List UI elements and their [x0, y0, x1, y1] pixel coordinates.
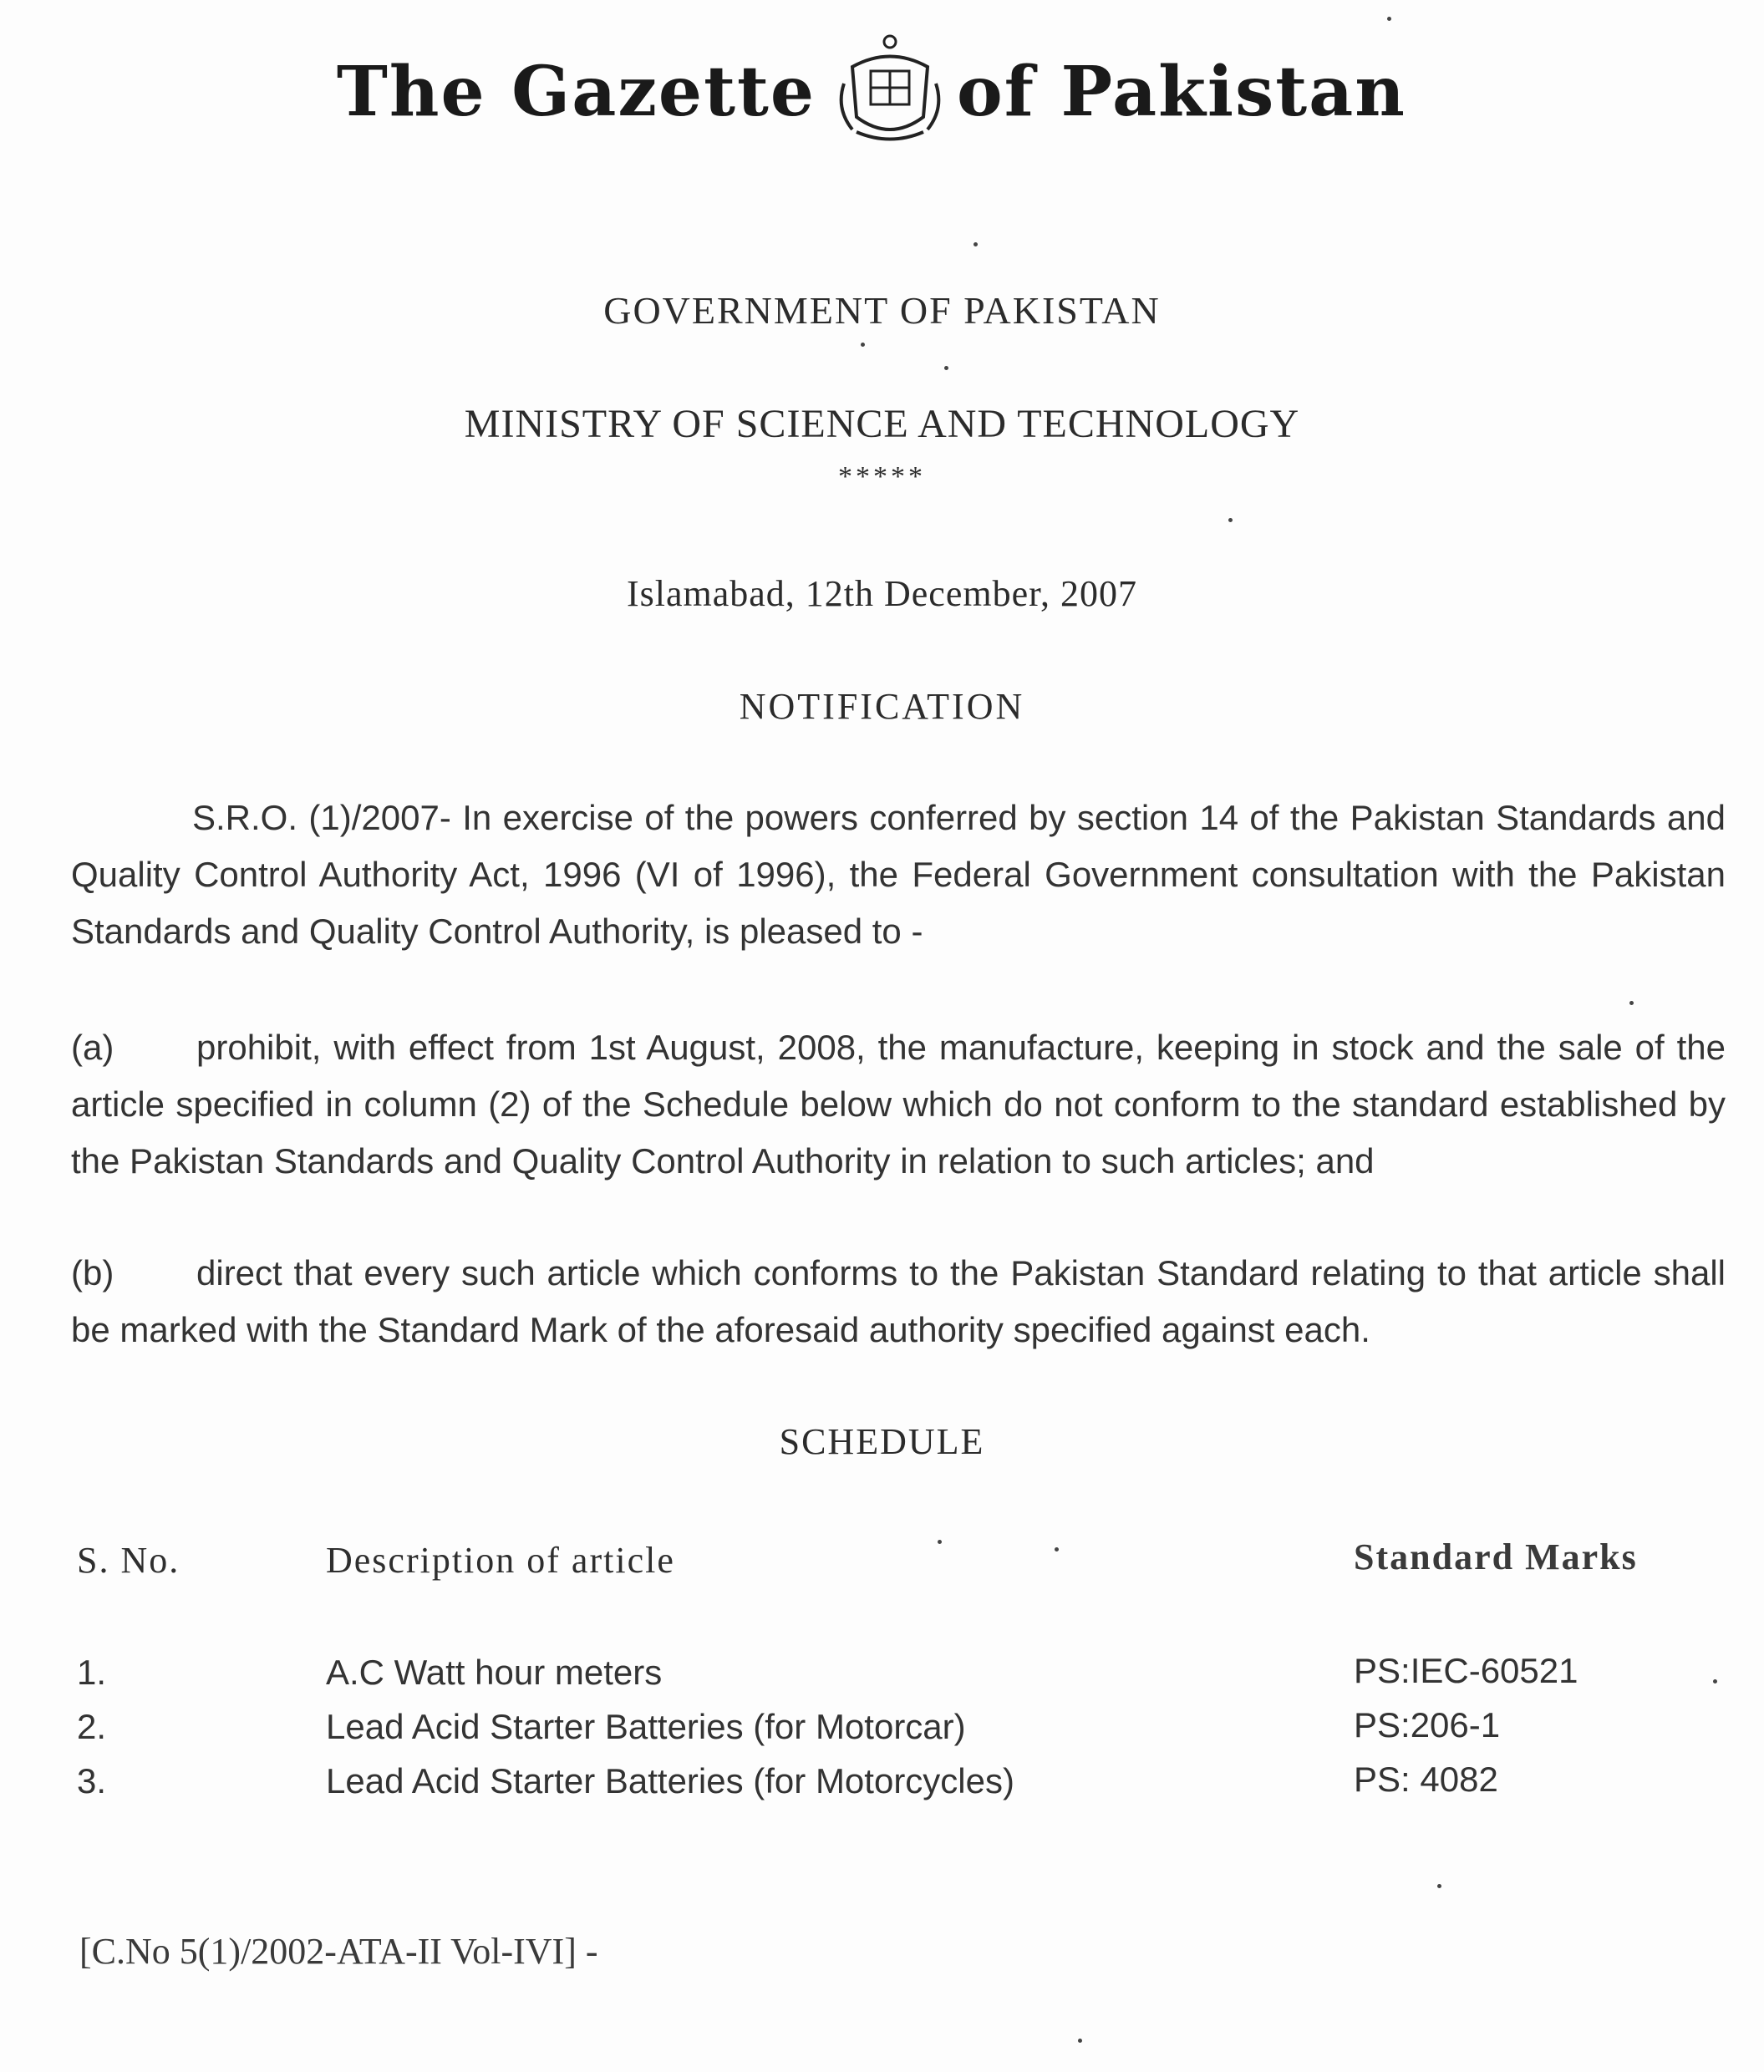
header-description: Description of article: [326, 1540, 675, 1581]
scan-speck: [1437, 1884, 1441, 1888]
row-2-mark: PS:206-1: [1354, 1705, 1501, 1744]
scan-speck: [1228, 518, 1233, 522]
government-heading: GOVERNMENT OF PAKISTAN: [603, 289, 1161, 332]
state-emblem-icon: [836, 33, 944, 150]
scan-speck: [974, 242, 978, 246]
gazette-masthead: [0, 33, 1764, 167]
row-2-description: Lead Acid Starter Batteries (for Motorcar): [326, 1707, 966, 1746]
ministry-heading: MINISTRY OF SCIENCE AND TECHNOLOGY: [464, 402, 1300, 446]
header-standard-marks: Standard Marks: [1354, 1536, 1638, 1577]
clause-b-marker: (b): [71, 1253, 114, 1292]
row-3-mark: PS: 4082: [1354, 1760, 1498, 1799]
scan-speck: [1629, 1001, 1634, 1005]
row-1-mark: PS:IEC-60521: [1354, 1651, 1578, 1690]
row-1-sno: 1.: [77, 1653, 107, 1692]
row-3-sno: 3.: [77, 1761, 107, 1800]
scan-speck: [1055, 1547, 1059, 1551]
file-reference: [C.No 5(1)/2002-ATA-II Vol-IVI] -: [79, 1931, 598, 1972]
row-1-description: A.C Watt hour meters: [326, 1653, 663, 1692]
scan-speck: [938, 1540, 942, 1544]
schedule-title: SCHEDULE: [779, 1421, 985, 1462]
row-3-description: Lead Acid Starter Batteries (for Motorcycles): [326, 1761, 1014, 1800]
scan-speck: [861, 343, 865, 347]
clause-a: [71, 1019, 1726, 1190]
dateline: Islamabad, 12th December, 2007: [626, 573, 1138, 614]
header-sno: S. No.: [77, 1540, 180, 1581]
clause-a-marker: (a): [71, 1028, 114, 1067]
masthead-right-text: of Pakistan: [957, 52, 1406, 132]
separator-stars: *****: [838, 461, 926, 492]
scan-speck: [1078, 2039, 1082, 2043]
masthead-left-text: The Gazette: [336, 52, 816, 132]
scan-speck: [944, 366, 948, 370]
scan-speck: [1713, 1679, 1717, 1684]
clause-a-text: prohibit, with effect from 1st August, 2008, the manufacture, keeping in stock and the sale of the article specified in column (2) of the Schedule below which do not conform to the standard established by the Pakistan Standards and Quality Control Authority in relation to such articles; and: [71, 1028, 1726, 1181]
row-2-sno: 2.: [77, 1707, 107, 1746]
sro-paragraph: S.R.O. (1)/2007- In exercise of the powers conferred by section 14 of the Pakistan Standards and Quality Control Authority Act, 1996 (VI of 1996), the Federal Government consultation with the Pakistan Standards and Quality Control Authority, is pleased to -: [71, 798, 1726, 951]
clause-b-text: direct that every such article which conforms to the Pakistan Standard relating to that article shall be marked with the Standard Mark of the aforesaid authority specified against each.: [71, 1253, 1726, 1349]
notification-title: NOTIFICATION: [739, 686, 1025, 727]
scan-speck: [1387, 17, 1391, 21]
clause-b: [71, 1245, 1726, 1358]
